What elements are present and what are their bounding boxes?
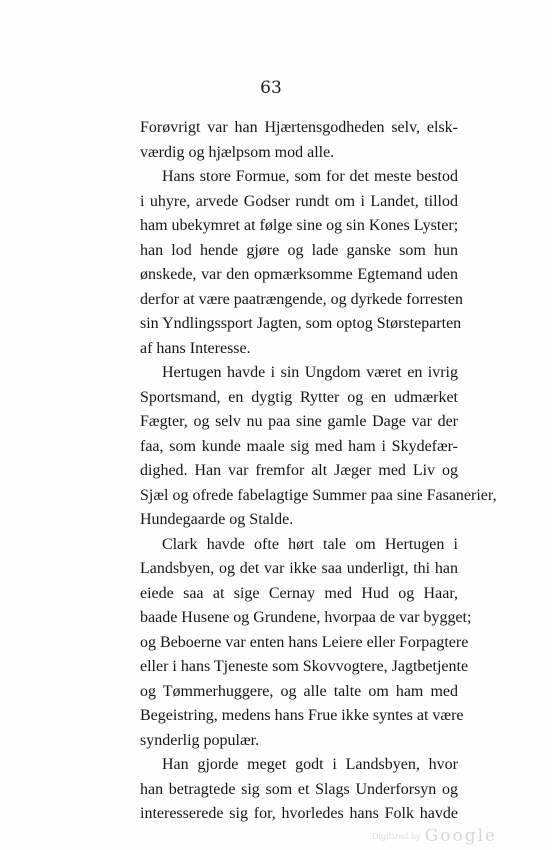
- text-line: Hundegaarde og Stalde.: [140, 511, 294, 528]
- watermark-prefix: Digitized by: [372, 832, 421, 841]
- digitization-watermark: [372, 826, 497, 846]
- text-line: dighed. Han var fremfor alt Jæger med Liv og: [140, 462, 458, 479]
- text-line: faa, som kunde maale sig med ham i Skydefær-: [140, 437, 458, 455]
- text-line: synderlig populær.: [140, 731, 260, 749]
- text-line: Hertugen havde i sin Ungdom været en ivrig: [162, 364, 458, 381]
- text-line: Han gjorde meget godt i Landsbyen, hvor: [162, 756, 458, 773]
- text-line: Begeistring, medens hans Frue ikke syntes at være: [140, 707, 464, 724]
- text-line: eiede saa at sige Cernay med Hud og Haar,: [140, 584, 458, 602]
- text-line: Sjæl og ofrede fabelagtige Summer paa sine Fasanerier,: [140, 486, 497, 504]
- text-line: ønskede, var den opmærksomme Egtemand uden: [140, 266, 458, 283]
- text-line: sin Yndlingssport Jagten, som optog Størsteparten: [140, 315, 462, 332]
- text-line: Clark havde ofte hørt tale om Hertugen i: [162, 535, 458, 553]
- text-line: derfor at være paatrængende, og dyrkede forresten: [140, 290, 463, 308]
- text-line: Hans store Formue, som for det meste bestod: [162, 168, 458, 185]
- body-text: [140, 116, 497, 827]
- page-number: 63: [260, 78, 282, 98]
- text-line: Landsbyen, og det var ikke saa underligt, thi han: [140, 560, 458, 577]
- text-line: baade Husene og Grundene, hvorpaa de var bygget;: [140, 609, 472, 626]
- text-line: og Beboerne var enten hans Leiere eller Forpagtere: [140, 633, 469, 651]
- text-line: han betragtede sig som et Slags Underforsyn og: [140, 780, 458, 798]
- text-line: eller i hans Tjeneste som Skovvogtere, Jagtbetjente: [140, 658, 469, 675]
- watermark-logo-text: Google: [424, 826, 498, 846]
- text-line: og Tømmerhuggere, og alle talte om ham med: [140, 682, 458, 700]
- text-line: Fægter, og selv nu paa sine gamle Dage var der: [140, 413, 458, 430]
- text-line: Forøvrigt var han Hjærtensgodheden selv, elsk-: [140, 119, 458, 136]
- text-line: værdig og hjælpsom mod alle.: [140, 143, 335, 161]
- text-line: i uhyre, arvede Godser rundt om i Landet, tillod: [140, 192, 458, 210]
- text-line: af hans Interesse.: [140, 339, 251, 357]
- text-line: Sportsmand, en dygtig Rytter og en udmærket: [140, 388, 458, 406]
- text-line: han lod hende gjøre og lade ganske som hun: [140, 241, 458, 259]
- text-line: ham ubekymret at følge sine og sin Kones Lyster;: [140, 217, 459, 234]
- text-line: interesserede sig for, hvorledes hans Folk havde: [140, 805, 458, 822]
